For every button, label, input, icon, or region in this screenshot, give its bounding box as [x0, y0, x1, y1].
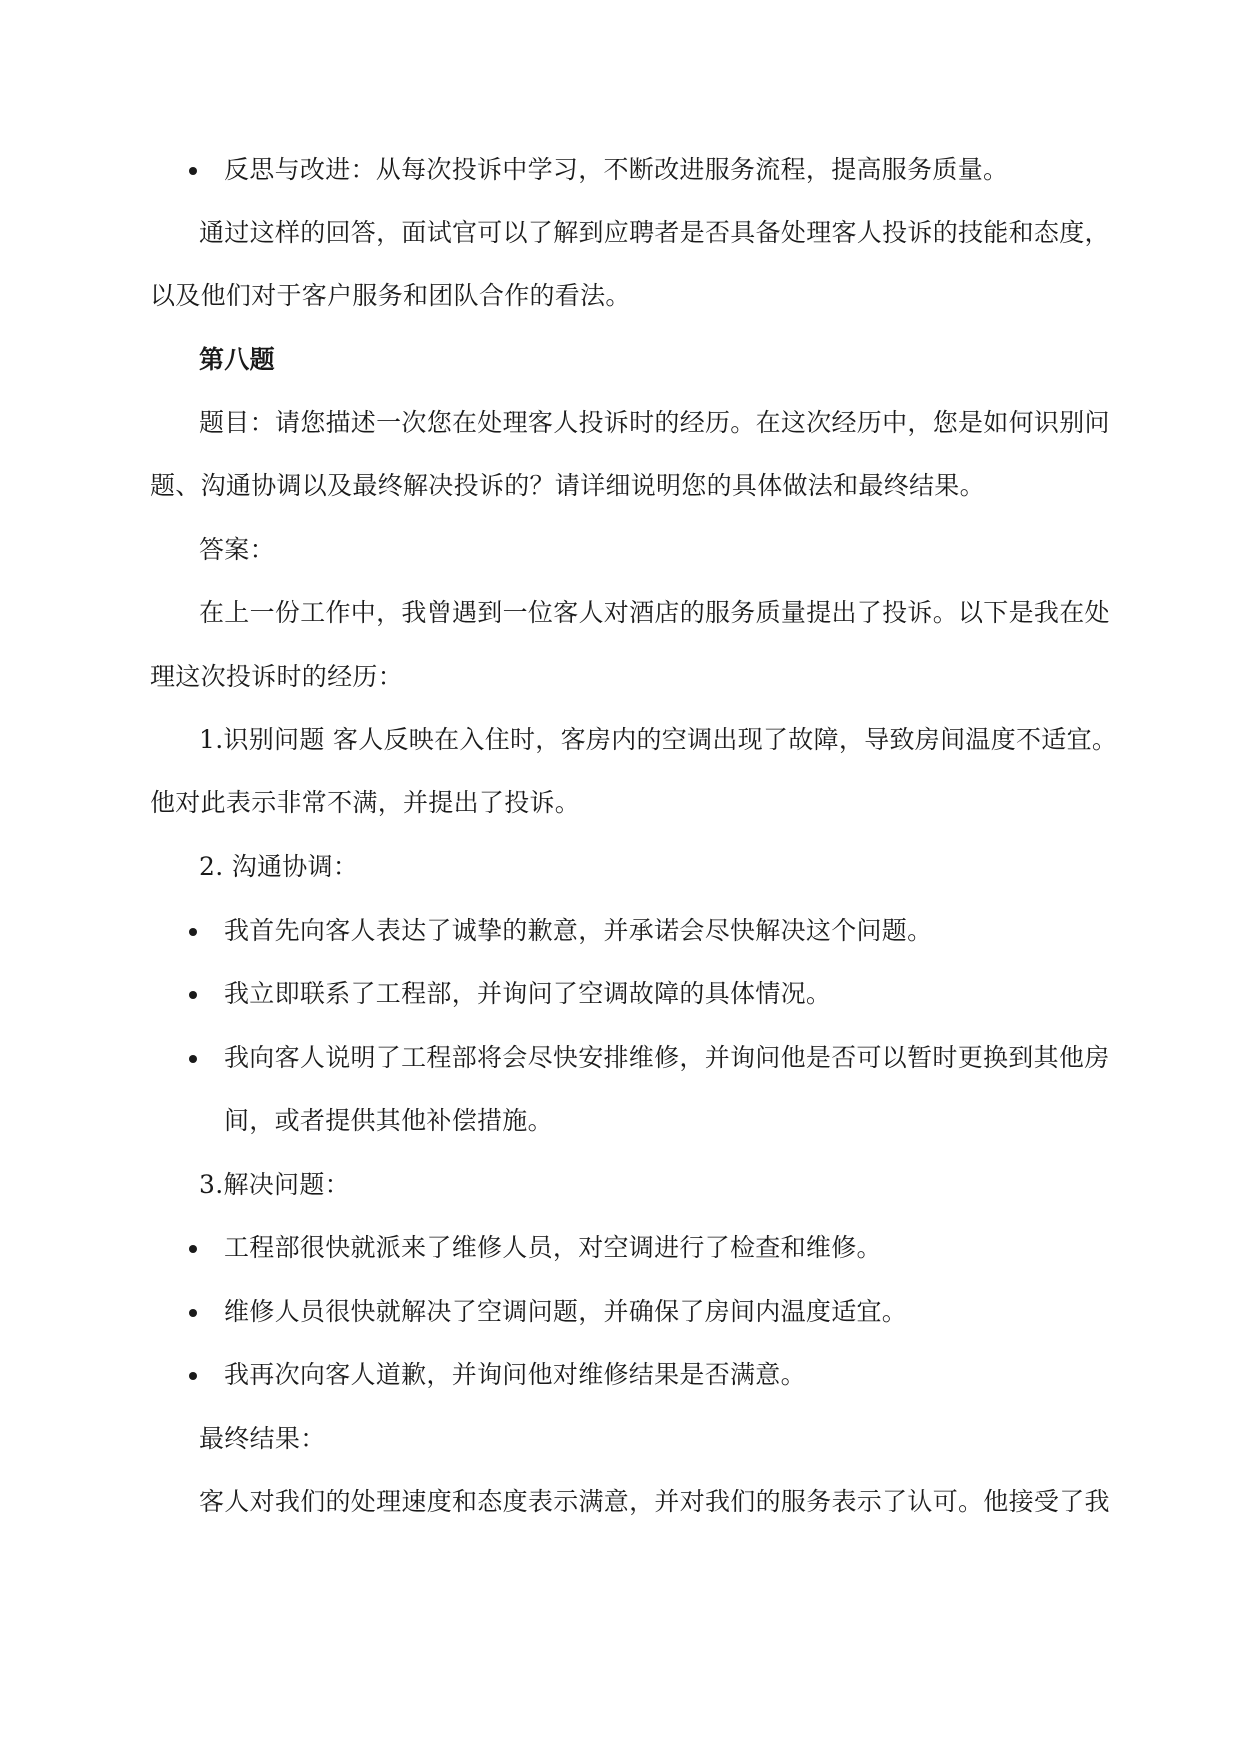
step-title: 2. 沟通协调：: [199, 852, 359, 881]
question-line: 题目：请您描述一次您在处理客人投诉时的经历。在这次经历中，您是如何识别问: [199, 408, 1110, 437]
bullet-item: 我向客人说明了工程部将会尽快安排维修，并询问他是否可以暂时更换到其他房: [224, 1043, 1110, 1072]
bullet-item: 反思与改进：从每次投诉中学习，不断改进服务流程，提高服务质量。: [224, 155, 1009, 184]
bullet-icon: [189, 1372, 197, 1380]
bullet-icon: [189, 1309, 197, 1317]
paragraph-line: 以及他们对于客户服务和团队合作的看法。: [150, 281, 631, 310]
paragraph-line: 客人对我们的处理速度和态度表示满意，并对我们的服务表示了认可。他接受了我: [199, 1487, 1110, 1516]
paragraph-line: 理这次投诉时的经历：: [150, 662, 404, 691]
step-paragraph: 1.识别问题 客人反映在入住时，客房内的空调出现了故障，导致房间温度不适宜。: [199, 725, 1118, 754]
section-title: 第八题: [199, 345, 275, 374]
question-line: 题、沟通协调以及最终解决投诉的？请详细说明您的具体做法和最终结果。: [150, 471, 985, 500]
bullet-item: 我首先向客人表达了诚挚的歉意，并承诺会尽快解决这个问题。: [224, 916, 933, 945]
final-label: 最终结果：: [199, 1424, 326, 1453]
bullet-icon: [189, 928, 197, 936]
bullet-icon: [189, 167, 197, 175]
step-title: 3.解决问题：: [199, 1170, 350, 1199]
step-paragraph: 他对此表示非常不满，并提出了投诉。: [150, 788, 581, 817]
bullet-item-continuation: 间，或者提供其他补偿措施。: [224, 1106, 553, 1135]
paragraph-line: 通过这样的回答，面试官可以了解到应聘者是否具备处理客人投诉的技能和态度，: [199, 218, 1110, 247]
bullet-item: 我立即联系了工程部，并询问了空调故障的具体情况。: [224, 979, 832, 1008]
paragraph-line: 在上一份工作中，我曾遇到一位客人对酒店的服务质量提出了投诉。以下是我在处: [199, 598, 1110, 627]
answer-label: 答案：: [199, 535, 275, 564]
bullet-item: 维修人员很快就解决了空调问题，并确保了房间内温度适宜。: [224, 1297, 908, 1326]
bullet-icon: [189, 1055, 197, 1063]
bullet-icon: [189, 991, 197, 999]
bullet-icon: [189, 1245, 197, 1253]
bullet-item: 工程部很快就派来了维修人员，对空调进行了检查和维修。: [224, 1233, 882, 1262]
bullet-item: 我再次向客人道歉，并询问他对维修结果是否满意。: [224, 1360, 806, 1389]
